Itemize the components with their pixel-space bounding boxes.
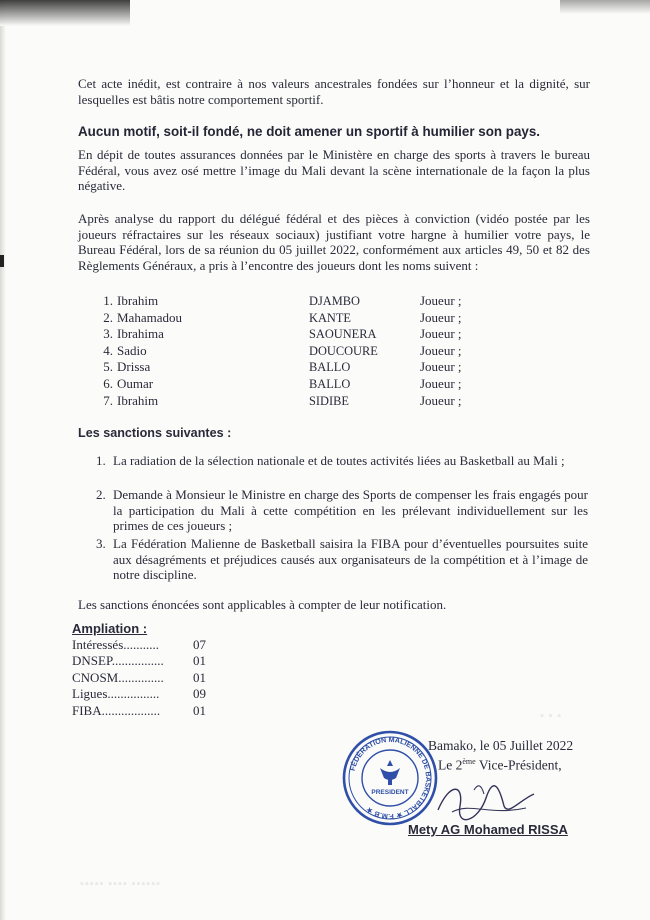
paragraph-values: Cet acte inédit, est contraire à nos valeurs ancestrales fondées sur l’honneur et la dignité, sur lesquelles est bâtis notre comportement sportif.	[78, 76, 590, 107]
ampliation-row	[72, 653, 212, 669]
ampliation-row	[72, 703, 212, 719]
player-first-name: Ibrahima	[117, 326, 164, 342]
sanction-text: Demande à Monsieur le Ministre en charge des Sports de compenser les frais engagés pour la participation du Mali à cette compétition en les prélevant individuellement sur les primes de ces joueurs ;	[113, 487, 588, 534]
ampliation-count: 09	[193, 686, 206, 702]
player-role: Joueur ;	[420, 309, 462, 325]
player-last-name: DJAMBO	[309, 294, 360, 308]
scan-top-shadow-right	[560, 0, 650, 14]
signatory-name: Mety AG Mohamed RISSA	[408, 822, 568, 837]
player-row	[95, 293, 515, 310]
player-role: Joueur ;	[420, 392, 462, 408]
ampliation-label: DNSEP................	[72, 653, 164, 669]
player-first-name: Ibrahim	[117, 293, 159, 308]
player-row	[95, 343, 515, 360]
sanction-text: La radiation de la sélection nationale et de toutes activités liées au Basketball au Mali ;	[113, 453, 565, 468]
sanction-number: 2.	[96, 487, 106, 502]
ampliation-row	[72, 686, 212, 702]
player-number: 1.	[103, 293, 113, 308]
ampliation-label: Intéressés...........	[72, 637, 160, 652]
player-row	[95, 393, 515, 410]
paragraph-analysis: Après analyse du rapport du délégué fédéral et des pièces à conviction (vidéo postée par les joueurs réfractaires sur les réseaux sociaux) justifiant votre hargne à humilier votre pays, le Bureau Fédéral, lors de sa réunion du 05 juillet 2022, conformément aux articles 49, 50 et 82 des Règlements Généraux, a pris à l’encontre des joueurs dont les noms suivent :	[78, 211, 590, 273]
player-row	[95, 310, 515, 327]
paragraph-ministry: En dépit de toutes assurances données par le Ministère en charge des sports à travers le bureau Fédéral, vous avez osé mettre l’image du Mali devant la scène internationale de la façon la plus négative.	[78, 147, 590, 194]
player-number: 2.	[103, 309, 113, 325]
federation-seal-stamp	[342, 730, 438, 826]
sanctions-heading: Les sanctions suivantes :	[78, 426, 232, 440]
player-role: Joueur ;	[420, 326, 462, 342]
player-last-name: SAOUNERA	[309, 327, 377, 342]
player-role: Joueur ;	[420, 359, 462, 375]
ampliation-row	[72, 637, 212, 653]
ampliation-label: FIBA..................	[72, 702, 161, 718]
ampliation-count: 07	[193, 637, 206, 652]
paragraph-motto: Aucun motif, soit-il fondé, ne doit amener un sportif à humilier son pays.	[78, 124, 541, 139]
player-last-name: BALLO	[309, 376, 351, 391]
player-last-name: DOUCOURE	[309, 343, 378, 358]
sanctions-applicability: Les sanctions énoncées sont applicables à compter de leur notification.	[78, 597, 447, 612]
player-first-name: Sadio	[117, 342, 147, 358]
scan-top-shadow	[0, 0, 130, 26]
player-first-name: Oumar	[117, 375, 154, 391]
player-first-name: Ibrahim	[117, 392, 159, 408]
player-number: 4.	[103, 342, 113, 358]
ampliation-heading: Ampliation :	[72, 621, 148, 636]
player-role: Joueur ;	[420, 375, 462, 391]
ampliation-count: 01	[193, 653, 206, 669]
seal-center-label: PRESIDENT	[371, 789, 409, 796]
ampliation-list	[72, 637, 212, 719]
show-through-mark: ▪ ▪ ▪	[540, 710, 563, 722]
player-row	[95, 359, 515, 376]
player-first-name: Mahamadou	[117, 309, 182, 325]
scan-edge-shadow	[0, 0, 6, 920]
sanction-item	[96, 536, 588, 583]
player-last-name: KANTE	[309, 310, 351, 325]
player-list	[95, 293, 515, 409]
svg-text:FÉDÉRATION MALIENNE DE BASKETB: FÉDÉRATION MALIENNE DE BASKETBALL ★ F.M.B ★	[347, 734, 434, 822]
ampliation-label: CNOSM..............	[72, 669, 164, 685]
ampliation-label: Ligues................	[72, 686, 160, 702]
player-number: 5.	[103, 359, 113, 375]
sanction-item	[96, 487, 588, 534]
player-row	[95, 326, 515, 343]
player-number: 3.	[103, 326, 113, 342]
player-first-name: Drissa	[117, 359, 151, 375]
ampliation-count: 01	[193, 702, 206, 718]
player-number: 6.	[103, 375, 113, 391]
ampliation-count: 01	[193, 669, 206, 685]
ampliation-row	[72, 670, 212, 686]
sanction-item	[96, 453, 588, 469]
player-number: 7.	[103, 392, 113, 408]
player-last-name: SIDIBE	[309, 393, 349, 408]
eagle-emblem-icon	[380, 760, 400, 785]
player-row	[95, 376, 515, 393]
signature-place-date: Bamako, le 05 Juillet 2022	[428, 738, 574, 753]
signature-role: Le 2ème Vice-Président,	[438, 757, 562, 773]
player-role: Joueur ;	[420, 342, 462, 358]
sanction-number: 3.	[96, 536, 106, 551]
show-through-mark: ▪▪▪▪▪ ▪▪▪▪ ▪▪▪▪▪▪	[80, 878, 161, 890]
player-role: Joueur ;	[420, 293, 462, 308]
sanction-number: 1.	[96, 453, 106, 468]
player-last-name: BALLO	[309, 360, 351, 375]
sanction-text: La Fédération Malienne de Basketball saisira la FIBA pour d’éventuelles poursuites suite aux désagréments et préjudices causés aux organisateurs de la compétition et à l’image de notre discipline.	[113, 536, 588, 583]
scan-margin-mark	[0, 255, 4, 267]
